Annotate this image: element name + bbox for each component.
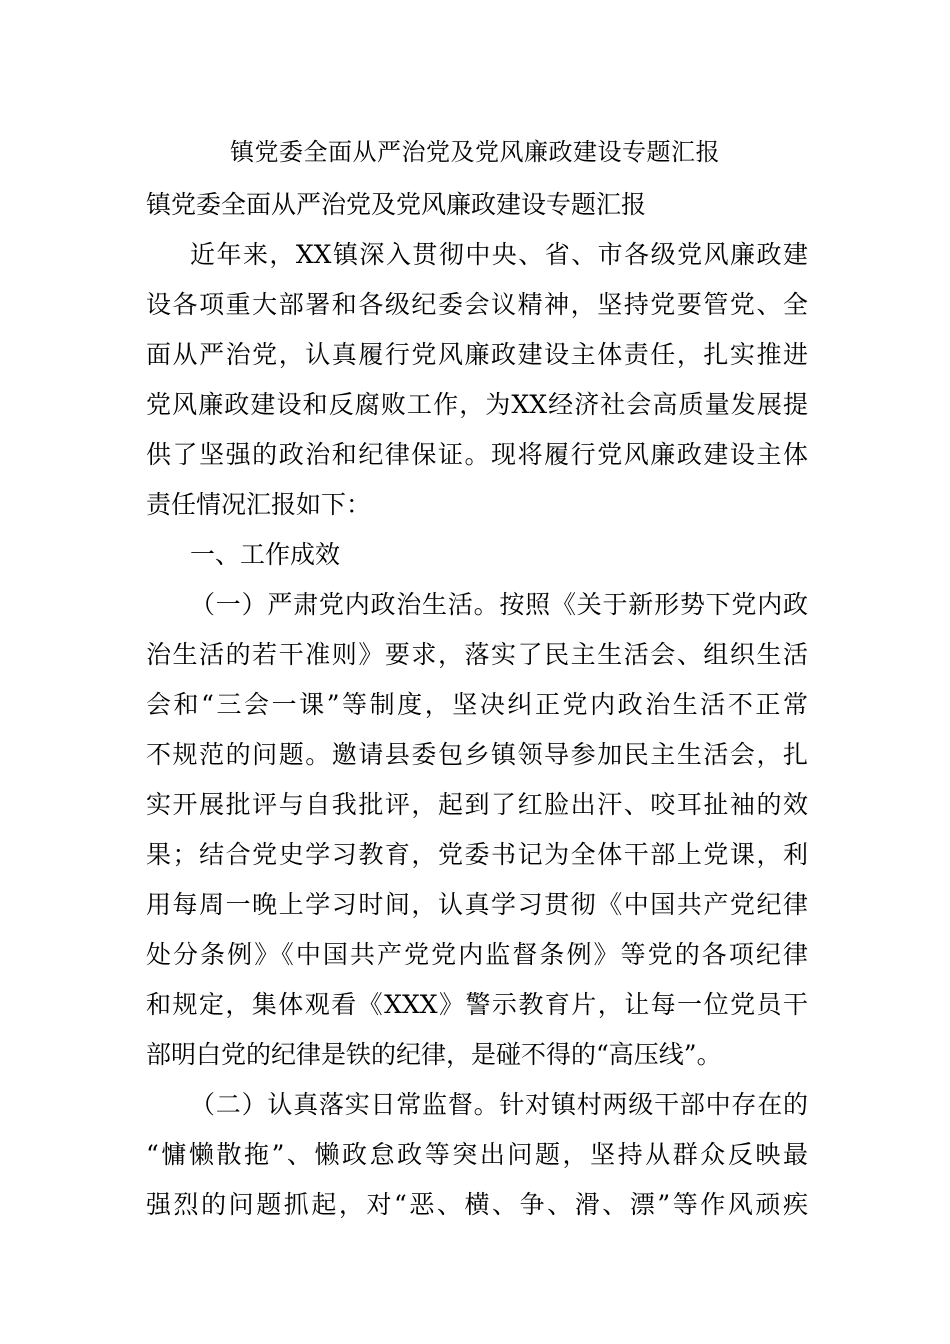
text-line: 党风廉政建设和反腐败工作，为XX经济社会高质量发展提 (146, 390, 808, 419)
text-line: 设各项重大部署和各级纪委会议精神，坚持党要管党、全 (146, 290, 808, 319)
text-line: 处分条例》《中国共产党党内监督条例》等党的各项纪律 (146, 940, 808, 969)
text-line: 一、工作成效 (190, 540, 341, 569)
text-line: 镇党委全面从严治党及党风廉政建设专题汇报 (146, 190, 647, 219)
text-line: 强烈的问题抓起，对“恶、横、争、滑、漂”等作风顽疾 (146, 1190, 808, 1219)
text-line: 果；结合党史学习教育，党委书记为全体干部上党课，利 (146, 840, 808, 869)
text-line: 责任情况汇报如下： (146, 490, 372, 519)
text-line: “慵懒散拖”、懒政怠政等突出问题，坚持从群众反映最 (146, 1140, 808, 1169)
text-line: 部明白党的纪律是铁的纪律，是碰不得的“高压线”。 (146, 1040, 722, 1069)
document-title: 镇党委全面从严治党及党风廉政建设专题汇报 (230, 138, 720, 166)
text-line: 供了坚强的政治和纪律保证。现将履行党风廉政建设主体 (146, 440, 808, 469)
text-line: 不规范的问题。邀请县委包乡镇领导参加民主生活会，扎 (146, 740, 808, 769)
text-line: （二）认真落实日常监督。针对镇村两级干部中存在的 (190, 1090, 808, 1119)
text-line: 近年来，XX镇深入贯彻中央、省、市各级党风廉政建 (190, 240, 808, 269)
text-line: （一）严肃党内政治生活。按照《关于新形势下党内政 (190, 590, 808, 619)
text-line: 面从严治党，认真履行党风廉政建设主体责任，扎实推进 (146, 340, 808, 369)
text-line: 治生活的若干准则》要求，落实了民主生活会、组织生活 (146, 640, 808, 669)
text-line: 实开展批评与自我批评，起到了红脸出汗、咬耳扯袖的效 (146, 790, 808, 819)
document-body (146, 180, 808, 1230)
text-line: 用每周一晚上学习时间，认真学习贯彻《中国共产党纪律 (146, 890, 808, 919)
text-line: 和规定，集体观看《XXX》警示教育片，让每一位党员干 (146, 990, 808, 1019)
text-line: 会和“三会一课”等制度，坚决纠正党内政治生活不正常 (146, 690, 808, 719)
